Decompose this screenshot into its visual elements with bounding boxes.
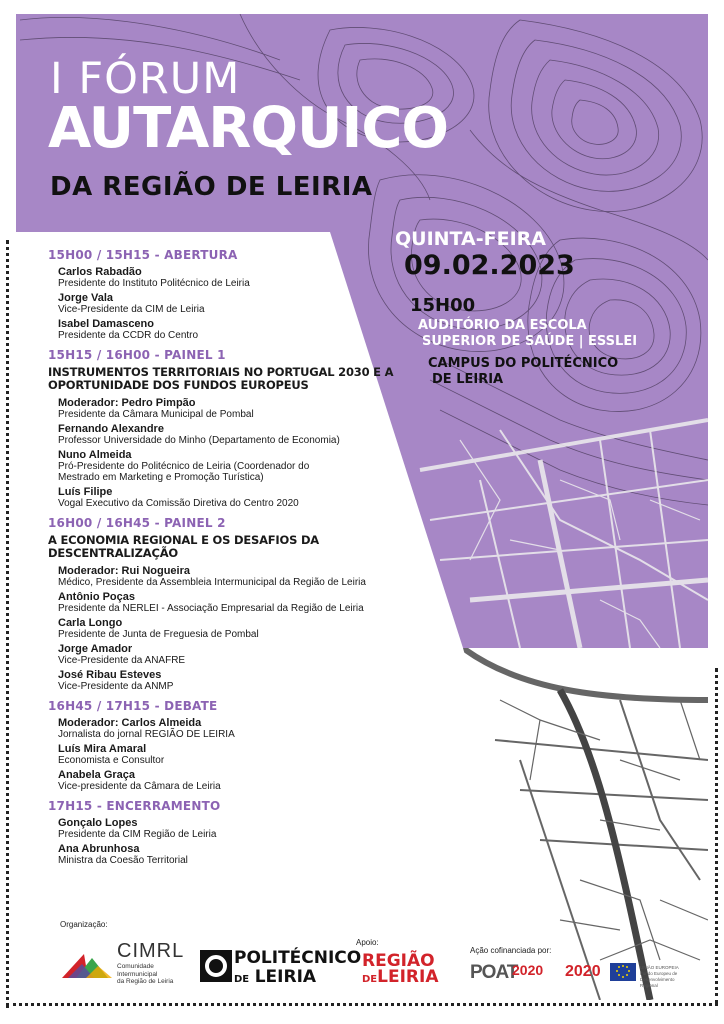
speaker-name: Isabel Damasceno <box>58 318 154 330</box>
cimrl-sub-2: Intermunicipal <box>117 970 158 978</box>
section-heading: 16H00 / 16H45 - PAINEL 2 <box>48 516 226 530</box>
org-label: Organização: <box>60 920 108 929</box>
regiao-leiria: LEIRIA <box>377 967 439 987</box>
speaker-role: Jornalista do jornal REGIÃO DE LEIRIA <box>58 729 235 740</box>
speaker <box>58 617 408 640</box>
program-section <box>48 348 408 509</box>
speaker-role: Presidente da Câmara Municipal de Pombal <box>58 409 254 420</box>
section-heading: 17H15 - ENCERRAMENTO <box>48 799 221 813</box>
speaker-name: Luís Filipe <box>58 486 113 498</box>
event-weekday: QUINTA-FEIRA <box>395 228 546 250</box>
speaker-role: Vice-Presidente da ANAFRE <box>58 655 186 666</box>
campus-line-1: CAMPUS DO POLITÉCNICO <box>428 356 619 371</box>
speaker-name: Moderador: Rui Nogueira <box>58 565 191 577</box>
speaker-role: Vice-Presidente da ANMP <box>58 681 174 692</box>
event-venue <box>418 318 637 350</box>
speaker <box>58 817 408 840</box>
poat-2020: 2020 <box>512 962 544 978</box>
speaker <box>58 717 408 740</box>
speaker <box>58 397 408 420</box>
cimrl-logo <box>117 940 184 986</box>
speaker <box>58 843 408 866</box>
portugal-2020-logo: 2020 <box>565 963 601 980</box>
speaker-role: Presidente da CCDR do Centro <box>58 330 199 341</box>
section-title: A ECONOMIA REGIONAL E OS DESAFIOS DA DESCENTRALIZAÇÃO <box>48 533 320 560</box>
speaker-name: Nuno Almeida <box>58 449 132 461</box>
cofin-label: Ação cofinanciada por: <box>470 946 552 955</box>
speaker <box>58 591 408 614</box>
cimrl-sub-1: Comunidade <box>117 963 154 970</box>
speaker-role: Vice-Presidente da CIM de Leiria <box>58 304 205 315</box>
speaker-name: Luís Mira Amaral <box>58 743 147 755</box>
speaker <box>58 643 408 666</box>
speaker-name: Jorge Amador <box>58 643 133 655</box>
speaker-name: José Ribau Esteves <box>58 669 162 681</box>
politecnico-logo <box>234 949 361 988</box>
section-heading: 16H45 / 17H15 - DEBATE <box>48 699 218 713</box>
support-label: Apoio: <box>356 938 379 947</box>
speaker-role: Médico, Presidente da Assembleia Intermunicipal da Região de Leiria <box>58 577 366 588</box>
dotted-border-bottom <box>6 1003 718 1006</box>
event-campus <box>428 356 618 388</box>
speaker-role: Vogal Executivo da Comissão Diretiva do Centro 2020 <box>58 498 299 509</box>
speaker <box>58 292 408 315</box>
eu-flag-icon <box>610 963 636 981</box>
dotted-border-left <box>6 240 9 1008</box>
speaker-name: Jorge Vala <box>58 292 114 304</box>
title-line-1: I FÓRUM <box>50 54 241 104</box>
regiao-de: DE <box>362 974 378 985</box>
event-date: 09.02.2023 <box>404 250 575 281</box>
speaker-name: Ana Abrunhosa <box>58 843 140 855</box>
speaker-role: Ministra da Coesão Territorial <box>58 855 188 866</box>
speaker-name: Moderador: Carlos Almeida <box>58 717 202 729</box>
cimrl-sub-3: da Região de Leiria <box>117 978 174 985</box>
speaker-name: Fernando Alexandre <box>58 423 164 435</box>
speaker-role: Presidente do Instituto Politécnico de Leiria <box>58 278 250 289</box>
speaker <box>58 769 408 792</box>
speaker <box>58 486 408 509</box>
speaker <box>58 565 408 588</box>
speaker-role: Presidente da NERLEI - Associação Empresarial da Região de Leiria <box>58 603 364 614</box>
speaker-role: Professor Universidade do Minho (Departamento de Economia) <box>58 435 340 446</box>
cimrl-name: CIMRL <box>117 940 185 962</box>
program-section <box>48 799 408 866</box>
title-line-3: DA REGIÃO DE LEIRIA <box>50 172 373 202</box>
speaker <box>58 669 408 692</box>
program-section <box>48 248 408 341</box>
speaker-name: Carla Longo <box>58 617 123 629</box>
dotted-border-right <box>715 668 718 1004</box>
politecnico-de: DE <box>234 974 250 985</box>
speaker <box>58 449 408 483</box>
venue-line-2: SUPERIOR DE SAÚDE | ESSLEI <box>422 334 638 349</box>
speaker-role: Economista e Consultor <box>58 755 165 766</box>
speaker-name: Carlos Rabadão <box>58 266 142 278</box>
cimrl-logo-icon <box>58 944 114 984</box>
section-title: INSTRUMENTOS TERRITORIAIS NO PORTUGAL 2030 E A OPORTUNIDADE DOS FUNDOS EUROPEUS <box>48 365 394 392</box>
politecnico-leiria: LEIRIA <box>254 967 317 987</box>
section-heading: 15H15 / 16H00 - PAINEL 1 <box>48 348 226 362</box>
program-section <box>48 699 408 792</box>
program-list <box>48 248 408 873</box>
speaker-role: Pró-Presidente do Politécnico de Leiria (Coordenador do Mestrado em Marketing e Promoção Turística) <box>58 461 310 483</box>
speaker-role: Vice-presidente da Câmara de Leiria <box>58 781 221 792</box>
speaker-name: Anabela Graça <box>58 769 136 781</box>
speaker <box>58 266 408 289</box>
venue-line-1: AUDITÓRIO DA ESCOLA <box>418 318 587 333</box>
politecnico-logo-icon <box>200 950 232 982</box>
event-time: 15H00 <box>410 295 476 316</box>
politecnico-line-1: POLITÉCNICO <box>234 948 362 968</box>
speaker-name: Gonçalo Lopes <box>58 817 138 829</box>
program-section <box>48 516 408 692</box>
speaker-role: Presidente da CIM Região de Leiria <box>58 829 217 840</box>
speaker-role: Presidente de Junta de Freguesia de Pombal <box>58 629 259 640</box>
eu-text: UNIÃO EUROPEIA Fundo Europeu de Desenvolvimento Regional <box>640 965 679 988</box>
speaker-name: Moderador: Pedro Pimpão <box>58 397 196 409</box>
speaker <box>58 423 408 446</box>
speaker <box>58 318 408 341</box>
speaker-name: Antônio Poças <box>58 591 136 603</box>
section-heading: 15H00 / 15H15 - ABERTURA <box>48 248 238 262</box>
speaker <box>58 743 408 766</box>
campus-line-2: DE LEIRIA <box>432 372 504 387</box>
title-line-2: AUTARQUICO <box>48 96 449 161</box>
regiao-line-1: REGIÃO <box>362 951 435 971</box>
poat-logo: POAT <box>470 962 518 983</box>
regiao-leiria-logo <box>362 953 438 988</box>
